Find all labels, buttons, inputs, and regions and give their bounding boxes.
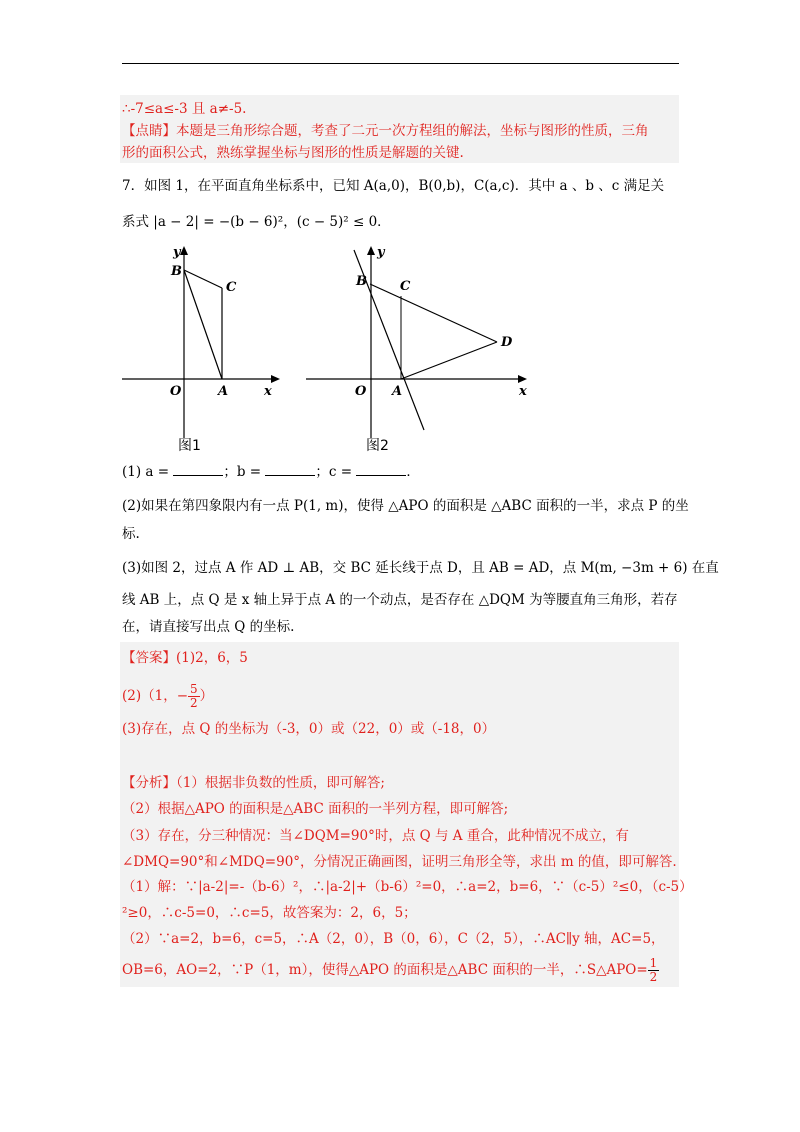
fig2-label-b: B [356,274,367,289]
part-3-line-1: (3)如图 2，过点 A 作 AD ⊥ AB，交 BC 延长线于点 D，且 AB = AD，点 M(m, −3m + 6) 在直 [122,560,719,576]
fig1-x-arrow [271,375,280,383]
fig2-label-x: x [519,384,527,399]
fig2-segment-ad [401,342,497,379]
answer-line-3: (3)存在，点 Q 的坐标为（-3，0）或（22，0）或（-18，0） [122,721,496,737]
answer-2-denominator: 2 [190,696,198,710]
fig1-y-arrow [180,246,188,255]
analysis-fraction-numerator: 1 [649,956,658,970]
question-line-1: 7．如图 1，在平面直角坐标系中，已知 A(a,0)，B(0,b)，C(a,c)．其中 a 、b 、c 满足关 [122,178,665,194]
blank-a [173,463,223,476]
analysis-line-3: （3）存在，分三种情况：当∠DQM=90°时，点 Q 与 A 重合，此种情况不成立，有 [122,828,629,844]
header-rule [122,63,679,64]
part-1-a-label: (1) a = [122,464,170,480]
analysis-line-7: （2）∵a=2，b=6，c=5，∴A（2，0），B（0，6），C（2，5），∴AC∥y 轴，AC=5， [122,931,665,947]
analysis-line-6: ²≥0，∴c-5=0，∴c=5，故答案为：2，6，5； [122,905,417,921]
part-1-line [122,462,420,482]
analysis-text-1: （1）根据非负数的性质，即可解答; [176,775,385,791]
answer-line-2 [122,681,213,711]
solution-tail: ∴-7≤a≤-3 且 a≠-5. [122,101,247,117]
fig1-label-o: O [170,384,182,399]
analysis-line-1 [122,773,385,793]
answer-2-minus: − [176,688,189,704]
fig1-label-x: x [264,384,272,399]
part-1-b-label: ；b = [223,464,262,480]
analysis-tag: 【分析】 [122,775,176,791]
fig2-segment-bd [370,284,497,342]
answer-1: (1)2，6，5 [176,650,248,666]
fig2-label-a: A [392,384,403,399]
answer-line-1 [122,648,248,668]
analysis-fraction [648,957,660,984]
comment-tag: 【点睛】 [122,123,176,139]
blank-b [265,463,315,476]
fig2-label-d: D [501,335,513,350]
answer-2-fraction [188,683,200,710]
fig2-caption: 图2 [366,438,389,454]
fig1-label-a: A [218,384,229,399]
part-2-line-2: 标. [122,526,140,542]
part-1-end: ． [406,464,420,480]
analysis-line-8 [122,957,659,984]
analysis-fraction-denominator: 2 [649,970,658,984]
comment-text-1: 本题是三角形综合题，考查了二元一次方程组的解法，坐标与图形的性质，三角 [176,123,649,139]
figure-2 [300,238,535,456]
answer-tag: 【答案】 [122,650,176,666]
analysis-line-2: （2）根据△APO 的面积是△ABC 面积的一半列方程，即可解答; [122,801,509,817]
fig1-label-c: C [226,280,237,295]
analysis-line-5: （1）解：∵|a-2|=-（b-6）²，∴|a-2|+（b-6）²=0，∴a=2，b=6，∵（c-5）²≤0，（c-5） [122,879,693,895]
fig1-caption: 图1 [178,438,201,454]
part-2-line-1: (2)如果在第四象限内有一点 P(1, m)，使得 △APO 的面积是 △ABC 面积的一半，求点 P 的坐 [122,498,689,514]
part-3-line-3: 在，请直接写出点 Q 的坐标. [122,619,295,635]
fig1-segment-ba [184,270,222,379]
analysis-line-4: ∠DMQ=90°和∠MDQ=90°，分情况正确画图，证明三角形全等，求出 m 的值，即可解答. [122,854,677,870]
fig2-label-c: C [400,279,411,294]
blank-c [356,463,406,476]
fig2-y-arrow [367,246,375,255]
comment-line-2: 形的面积公式，熟练掌握坐标与图形的性质是解题的关键. [122,145,464,161]
fig2-label-o: O [355,384,367,399]
analysis-text-8: OB=6，AO=2，∵P（1，m），使得△APO 的面积是△ABC 面积的一半，∴S△APO= [122,962,648,978]
answer-2-numerator: 5 [190,682,198,696]
answer-2-pre: (2)（1， [122,688,177,704]
fig1-label-b: B [171,264,182,279]
figure-1 [118,238,288,456]
fig2-x-arrow [518,375,527,383]
fig2-label-y: y [377,245,385,260]
part-1-c-label: ；c = [315,464,353,480]
answer-2-post: ） [199,688,214,704]
part-3-line-2: 线 AB 上，点 Q 是 x 轴上异于点 A 的一个动点，是否存在 △DQM 为等腰直角三角形，若存 [122,592,678,608]
question-line-2: 系式 |a − 2| = −(b − 6)²，(c − 5)² ≤ 0． [122,214,391,230]
comment-line-1 [122,121,649,141]
fig1-label-y: y [173,245,181,260]
